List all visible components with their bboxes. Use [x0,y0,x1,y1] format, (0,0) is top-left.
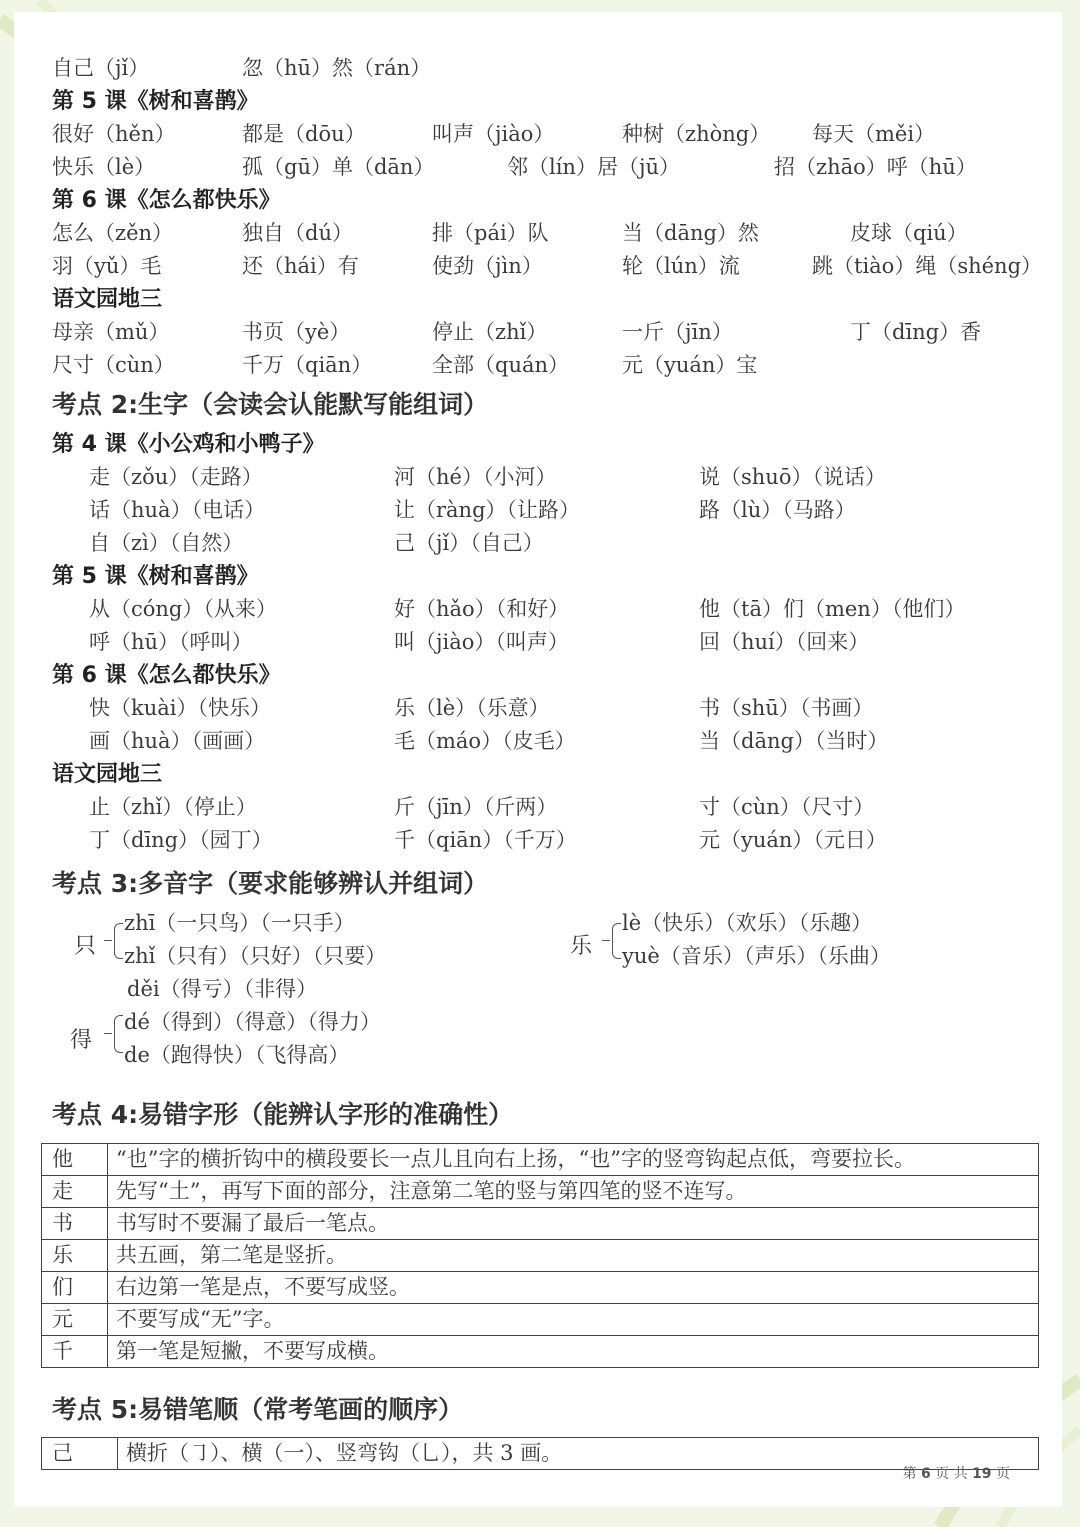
vocab-row [52,151,1057,184]
char-row [52,791,1057,824]
total-page-count: 19 [972,1466,992,1482]
document-page [14,12,1062,1507]
lesson-heading: 第 6 课《怎么都快乐》 [52,188,281,213]
char-item: 元（yuán）（元日） [699,828,887,852]
table-row [42,1208,1039,1240]
lesson-heading: 第 6 课《怎么都快乐》 [52,663,281,688]
char-item: 河（hé）（小河） [394,465,557,489]
table-cell-char: 元 [42,1304,108,1336]
char-item: 斤（jīn）（斤两） [394,795,558,819]
vocab-item: 都是（dōu） [242,122,366,146]
vocab-row [52,316,1057,349]
vocab-row [52,250,1057,283]
char-item: 止（zhǐ）（停止） [89,795,257,819]
char-item: 走（zǒu）（走路） [89,465,263,489]
page-footer [903,1463,1011,1483]
char-item: 当（dāng）（当时） [699,729,889,753]
char-item: 毛（máo）（皮毛） [394,729,576,753]
vocab-item: 当（dāng）然 [622,221,759,245]
brace-icon [612,923,621,959]
section-heading: 考点 3:多音字（要求能够辨认并组词） [52,869,489,898]
polyphonic-char: 乐 [570,934,593,959]
vocab-item: 孤（gū）单（dān） [242,155,435,179]
char-item: 话（huà）（电话） [89,498,266,522]
vocab-item: 皮球（qiú） [850,221,968,245]
table-cell-char: 们 [42,1272,108,1304]
vocab-item: 很好（hěn） [52,122,176,146]
vocab-item: 书页（yè） [242,320,351,344]
vocab-row [52,217,1057,250]
char-item: 画（huà）（画画） [89,729,266,753]
char-item: 路（lù）（马路） [699,498,856,522]
table-cell-note: 书写时不要漏了最后一笔点。 [108,1208,1039,1240]
char-item: 让（ràng）（让路） [394,498,581,522]
vocab-item: 尺寸（cùn） [52,353,175,377]
vocab-row [52,118,1057,151]
table-row [42,1336,1039,1368]
char-row [52,461,1057,494]
vocab-item: 忽（hū）然（rán） [242,56,432,80]
reading-line: yuè（音乐）（声乐）（乐曲） [622,944,891,968]
section-heading: 考点 4:易错字形（能辨认字形的准确性） [52,1100,514,1129]
vocab-row [52,349,1057,382]
vocab-item: 轮（lún）流 [622,254,740,278]
vocab-item: 怎么（zěn） [52,221,174,245]
table-cell-note: 先写“土”，再写下面的部分，注意第二笔的竖与第四笔的竖不连写。 [108,1176,1039,1208]
table-row [42,1304,1039,1336]
char-row [52,494,1057,527]
polyphonic-char: 得 [70,1028,93,1053]
vocab-item: 母亲（mǔ） [52,320,170,344]
table-cell-note: 共五画，第二笔是竖折。 [108,1240,1039,1272]
char-item: 千（qiān）（千万） [394,828,577,852]
lesson-heading: 语文园地三 [52,287,163,312]
vocab-item: 叫声（jiào） [432,122,555,146]
table-row [42,1176,1039,1208]
char-item: 从（cóng）（从来） [89,597,277,621]
vocab-row [52,52,1057,85]
polyphonic-char: 只 [74,934,97,959]
char-item: 丁（dīng）（园丁） [89,828,273,852]
table-cell-char: 乐 [42,1240,108,1272]
lesson-heading: 第 4 课《小公鸡和小鸭子》 [52,432,325,457]
table-row [42,1438,1039,1470]
table-row [42,1272,1039,1304]
table-cell-char: 己 [42,1438,118,1470]
footer-text: 第 [902,1466,917,1482]
table-row [42,1240,1039,1272]
footer-text: 页 共 [935,1466,968,1482]
vocab-item: 一斤（jīn） [622,320,733,344]
reading-line: zhī（一只鸟）（一只手） [124,911,355,935]
stroke-order-table [41,1437,1039,1470]
brace-tick [602,940,610,941]
reading-line: lè（快乐）（欢乐）（乐趣） [622,911,873,935]
char-item: 己（jǐ）（自己） [394,531,544,555]
char-row [52,725,1057,758]
char-row [52,527,1057,560]
lesson-heading: 第 5 课《树和喜鹊》 [52,89,259,114]
vocab-item: 全部（quán） [432,353,570,377]
reading-line: de（跑得快）（飞得高） [124,1043,350,1067]
reading-line: děi（得亏）（非得） [127,977,318,1001]
vocab-item: 每天（měi） [812,122,936,146]
polyphonic-block [52,907,1057,1107]
lesson-heading: 语文园地三 [52,762,163,787]
footer-text: 页 [996,1466,1010,1482]
char-item: 乐（lè）（乐意） [394,696,550,720]
table-cell-char: 千 [42,1336,108,1368]
vocab-item: 招（zhāo）呼（hū） [774,155,977,179]
char-item: 叫（jiào）（叫声） [394,630,569,654]
reading-line: dé（得到）（得意）（得力） [124,1010,381,1034]
char-item: 他（tā）们（men）（他们） [699,597,966,621]
brace-tick [104,940,112,941]
page-content [52,52,1057,1107]
vocab-item: 邻（lín）居（jū） [507,155,680,179]
vocab-item: 种树（zhòng） [622,122,771,146]
char-item: 回（huí）（回来） [699,630,870,654]
table-row [42,1144,1039,1176]
table-cell-char: 他 [42,1144,108,1176]
section-heading: 考点 2:生字（会读会认能默写能组词） [52,390,489,419]
brace-icon [114,923,123,959]
char-row [52,593,1057,626]
char-item: 寸（cùn）（尺寸） [699,795,875,819]
vocab-item: 千万（qiān） [242,353,373,377]
brace-icon [114,1015,123,1053]
table-cell-note: 第一笔是短撇，不要写成横。 [108,1336,1039,1368]
char-row [52,824,1057,857]
char-item: 自（zì）（自然） [89,531,244,555]
char-item: 说（shuō）（说话） [699,465,886,489]
char-item: 好（hǎo）（和好） [394,597,570,621]
char-item: 快（kuài）（快乐） [89,696,271,720]
vocab-item: 元（yuán）宝 [622,353,758,377]
table-cell-char: 走 [42,1176,108,1208]
lesson-heading: 第 5 课《树和喜鹊》 [52,564,259,589]
table-cell-note: 不要写成“无”字。 [108,1304,1039,1336]
vocab-item: 独自（dú） [242,221,353,245]
char-item: 呼（hū）（呼叫） [89,630,253,654]
vocab-item: 跳（tiào）绳（shéng） [812,254,1043,278]
brace-tick [104,1033,112,1034]
vocab-item: 还（hái）有 [242,254,359,278]
char-row [52,692,1057,725]
vocab-item: 排（pái）队 [432,221,549,245]
vocab-item: 羽（yǔ）毛 [52,254,162,278]
table-cell-note: “也”字的横折钩中的横段要长一点儿且向右上扬，“也”字的竖弯钩起点低，弯要拉长。 [108,1144,1039,1176]
table-cell-note: 右边第一笔是点，不要写成竖。 [108,1272,1039,1304]
section-heading: 考点 5:易错笔顺（常考笔画的顺序） [52,1395,464,1424]
current-page-number: 6 [920,1466,931,1482]
table-cell-char: 书 [42,1208,108,1240]
error-prone-table [41,1143,1039,1368]
vocab-item: 快乐（lè） [52,155,156,179]
table-cell-note: 横折（㇆）、横（一）、竖弯钩（乚），共 3 画。 [118,1438,1039,1470]
char-item: 书（shū）（书画） [699,696,874,720]
vocab-item: 丁（dīng）香 [850,320,982,344]
vocab-item: 使劲（jìn） [432,254,543,278]
char-row [52,626,1057,659]
vocab-item: 停止（zhǐ） [432,320,548,344]
reading-line: zhǐ（只有）（只好）（只要） [124,944,387,968]
vocab-item: 自己（jǐ） [52,56,150,80]
